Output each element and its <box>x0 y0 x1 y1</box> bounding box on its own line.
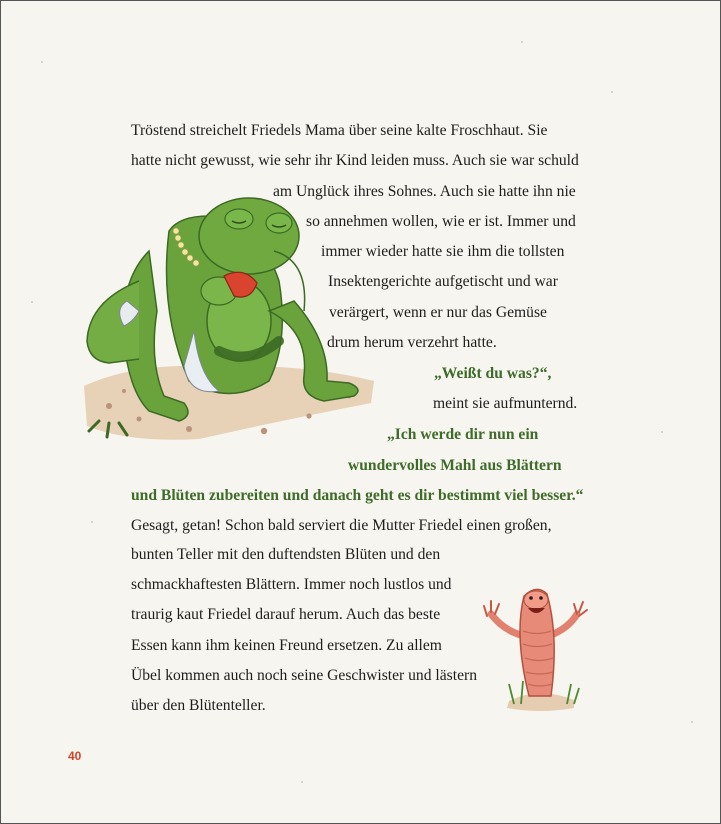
paper-speck <box>691 721 693 723</box>
text-line: so annehmen wollen, wie er ist. Immer und <box>306 213 576 230</box>
text-line: immer wieder hatte sie ihm die tollsten <box>321 243 565 260</box>
dialogue-line: und Blüten zubereiten und danach geht es dir bestimmt viel besser.“ <box>131 487 584 504</box>
dialogue-line: wundervolles Mahl aus Blättern <box>348 457 562 474</box>
text-line: über den Blütenteller. <box>131 697 266 714</box>
text-line: traurig kaut Friedel darauf herum. Auch das beste <box>131 606 441 623</box>
dialogue-line: „Weißt du was?“, <box>434 365 552 382</box>
text-line: Essen kann ihm keinen Freund ersetzen. Zu allem <box>131 637 442 654</box>
text-line: schmackhaftesten Blättern. Immer noch lustlos und <box>131 576 452 593</box>
page-number: 40 <box>68 749 82 763</box>
text-line: Übel kommen auch noch seine Geschwister und lästern <box>131 667 477 684</box>
paper-speck <box>31 301 33 303</box>
text-line: am Unglück ihres Sohnes. Auch sie hatte ihn nie <box>273 183 576 200</box>
paper-speck <box>521 41 523 43</box>
text-line: drum herum verzehrt hatte. <box>327 334 497 351</box>
paper-speck <box>91 521 93 523</box>
text-line: verärgert, wenn er nur das Gemüse <box>329 304 547 321</box>
paper-speck <box>661 431 663 433</box>
dialogue-line: „Ich werde dir nun ein <box>387 426 539 443</box>
text-line: hatte nicht gewusst, wie sehr ihr Kind leiden muss. Auch sie war schuld <box>131 152 579 169</box>
text-line: Gesagt, getan! Schon bald serviert die Mutter Friedel einen großen, <box>131 517 552 534</box>
paper-speck <box>611 91 613 93</box>
paper-speck <box>41 61 43 63</box>
text-line: Tröstend streichelt Friedels Mama über seine kalte Froschhaut. Sie <box>131 122 548 139</box>
paper-speck <box>301 781 303 783</box>
text-line: Insektengerichte aufgetischt und war <box>328 273 558 290</box>
text-line: bunten Teller mit den duftendsten Blüten und den <box>131 546 441 563</box>
cheering-worm-icon <box>479 576 589 716</box>
text-line: meint sie aufmunternd. <box>433 395 578 412</box>
